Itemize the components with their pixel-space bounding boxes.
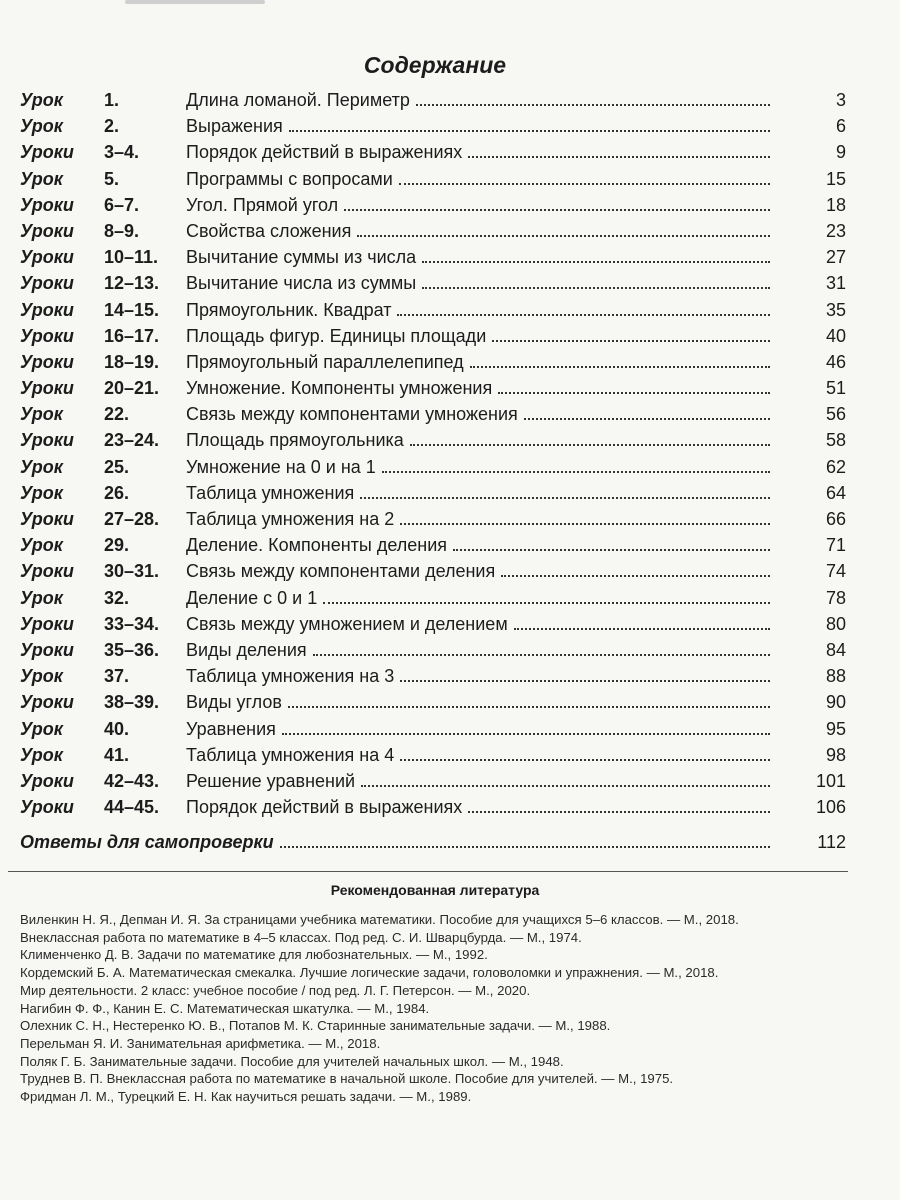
leader-dots [361, 781, 770, 787]
toc-entry [20, 457, 846, 483]
leader-dots [470, 362, 770, 368]
toc-entry-kind: Урок [20, 90, 63, 110]
table-of-contents [20, 90, 846, 823]
toc-entry-kind: Уроки [20, 299, 74, 320]
toc-entry [20, 719, 846, 745]
toc-entry-number: 37. [104, 666, 130, 687]
toc-entry-number: 12–13. [104, 273, 160, 294]
leader-dots [514, 624, 770, 630]
toc-entry-title: Программы с вопросами [186, 168, 393, 189]
toc-entry-title: Виды углов [186, 692, 282, 713]
toc-entry-number: 20–21. [104, 378, 160, 399]
toc-entry-title: Угол. Прямой угол [186, 194, 339, 215]
leader-dots [382, 467, 770, 473]
toc-entry-kind: Уроки [20, 142, 74, 163]
leader-dots [400, 519, 770, 525]
print-smudge [125, 0, 265, 4]
toc-entry-page: 101 [815, 770, 846, 791]
toc-entry-title: Деление. Компоненты деления [186, 535, 447, 556]
toc-entry-title: Прямоугольный параллелепипед [186, 351, 464, 372]
literature-item: Кордемский Б. А. Математическая смекалка. Лучшие логические задачи, головоломки и упражнения. — М., 2018. [20, 965, 719, 981]
toc-entry-page: 46 [825, 351, 846, 372]
toc-entry-page: 66 [825, 509, 846, 529]
toc-entry-kind: Уроки [20, 378, 74, 399]
literature-item: Перельман Я. И. Занимательная арифметика. — М., 2018. [20, 1035, 381, 1051]
toc-entry-number: 8–9. [104, 220, 140, 241]
toc-entry-page: 58 [825, 430, 846, 451]
toc-entry-page: 98 [825, 744, 846, 765]
toc-entry-kind: Урок [20, 482, 63, 503]
toc-entry-title: Выражения [186, 116, 283, 137]
leader-dots [492, 336, 770, 342]
leader-dots [501, 571, 770, 577]
toc-entry-page: 27 [825, 247, 846, 268]
toc-entry [20, 169, 846, 195]
leader-dots [357, 231, 770, 237]
toc-entry [20, 378, 846, 404]
toc-entry-kind: Уроки [20, 247, 74, 268]
toc-entry-kind: Урок [20, 404, 63, 425]
toc-entry [20, 142, 846, 168]
toc-entry-number: 16–17. [104, 325, 160, 346]
leader-dots [416, 100, 770, 106]
toc-entry-title: Таблица умножения на 3 [186, 666, 395, 687]
leader-dots [453, 545, 770, 551]
leader-dots [422, 283, 770, 289]
toc-entry-title: Умножение на 0 и на 1 [186, 456, 376, 477]
toc-entry [20, 273, 846, 299]
toc-entry-page: 31 [825, 273, 846, 294]
toc-entry-title: Площадь прямоугольника [186, 430, 404, 451]
literature-title: Рекомендованная литература [330, 882, 540, 898]
toc-entry-page: 62 [825, 456, 846, 477]
toc-entry-kind: Урок [20, 718, 63, 739]
toc-entry-kind: Урок [20, 744, 63, 765]
toc-entry [20, 326, 846, 352]
toc-entry-page: 80 [825, 613, 846, 634]
toc-entry [20, 116, 846, 142]
toc-entry-title: Порядок действий в выражениях [186, 142, 463, 163]
leader-dots [422, 257, 770, 263]
toc-entry-page: 23 [825, 220, 846, 241]
toc-entry-page: 74 [825, 561, 846, 582]
toc-entry-kind: Урок [20, 456, 63, 477]
leader-dots [399, 179, 770, 185]
toc-entry-page: 88 [825, 666, 846, 687]
toc-entry-kind: Уроки [20, 194, 74, 215]
toc-entry-page: 18 [825, 194, 846, 215]
toc-entry-title: Таблица умножения на 2 [186, 509, 395, 529]
toc-entry-title: Таблица умножения на 4 [186, 744, 395, 765]
toc-entry-number: 10–11. [104, 247, 159, 268]
toc-entry-page: 56 [825, 404, 846, 425]
toc-entry-kind: Уроки [20, 797, 74, 818]
toc-entry-number: 6–7. [104, 194, 140, 215]
toc-entry-title: Длина ломаной. Периметр [186, 90, 410, 110]
literature-item: Фридман Л. М., Турецкий Е. Н. Как научиться решать задачи. — М., 1989. [20, 1089, 472, 1105]
toc-entry [20, 195, 846, 221]
leader-dots [289, 126, 770, 132]
toc-entry-kind: Урок [20, 587, 63, 608]
toc-entry [20, 561, 846, 587]
toc-entry-kind: Уроки [20, 770, 74, 791]
toc-entry-number: 22. [104, 404, 130, 425]
literature-item: Клименченко Д. В. Задачи по математике для любознательных. — М., 1992. [20, 947, 488, 963]
leader-dots [400, 676, 770, 682]
toc-entry-kind: Уроки [20, 692, 74, 713]
toc-entry-number: 35–36. [104, 639, 160, 660]
toc-entry-number: 30–31. [104, 561, 160, 582]
leader-dots [400, 755, 770, 761]
toc-entry-kind: Уроки [20, 273, 74, 294]
toc-entry-page: 64 [825, 482, 846, 503]
toc-entry-kind: Уроки [20, 509, 74, 529]
toc-entry-kind: Уроки [20, 220, 74, 241]
literature-item: Труднев В. П. Внеклассная работа по математике в начальной школе. Пособие для учителей. — М., 1975. [20, 1071, 674, 1087]
toc-entry [20, 300, 846, 326]
toc-entry-kind: Уроки [20, 639, 74, 660]
toc-entry-number: 3–4. [104, 142, 140, 163]
toc-entry-number: 18–19. [104, 351, 160, 372]
toc-entry [20, 221, 846, 247]
toc-entry-page: 78 [825, 587, 846, 608]
toc-entry [20, 90, 846, 116]
toc-entry-number: 40. [104, 718, 130, 739]
leader-dots [280, 842, 770, 848]
toc-entry-title: Вычитание числа из суммы [186, 273, 417, 294]
toc-entry-title: Виды деления [186, 639, 307, 660]
toc-entry-number: 27–28. [104, 509, 160, 529]
toc-entry [20, 352, 846, 378]
toc-entry [20, 588, 846, 614]
literature-item: Олехник С. Н., Нестеренко Ю. В., Потапов М. К. Старинные занимательные задачи. — М., 1988. [20, 1018, 611, 1034]
toc-title: Содержание [363, 52, 507, 78]
toc-entry [20, 666, 846, 692]
toc-entry-number: 38–39. [104, 692, 160, 713]
toc-entry-number: 44–45. [104, 797, 160, 818]
toc-entry-page: 84 [825, 639, 846, 660]
toc-entry-page: 95 [825, 718, 846, 739]
literature-item: Нагибин Ф. Ф., Канин Е. С. Математическая шкатулка. — М., 1984. [20, 1000, 430, 1016]
toc-entry-title: Связь между умножением и делением [186, 613, 508, 634]
toc-entry-title: Решение уравнений [186, 770, 356, 791]
toc-entry-page: 90 [825, 692, 846, 713]
toc-entry [20, 430, 846, 456]
literature-item: Поляк Г. Б. Занимательные задачи. Пособие для учителей начальных школ. — М., 1948. [20, 1053, 564, 1069]
toc-answers-page: 112 [817, 832, 846, 852]
leader-dots [323, 598, 770, 604]
toc-entry-number: 14–15. [104, 299, 160, 320]
leader-dots [313, 650, 770, 656]
literature-item: Мир деятельности. 2 класс: учебное пособие / под ред. Л. Г. Петерсон. — М., 2020. [20, 982, 531, 998]
toc-entry-page: 3 [835, 90, 846, 110]
toc-entry-page: 15 [825, 168, 846, 189]
toc-entry-page: 35 [825, 299, 846, 320]
toc-entry-title: Порядок действий в выражениях [186, 797, 463, 818]
leader-dots [282, 729, 770, 735]
leader-dots [468, 152, 770, 158]
leader-dots [524, 414, 770, 420]
toc-entry-kind: Уроки [20, 613, 74, 634]
toc-entry-title: Площадь фигур. Единицы площади [186, 325, 487, 346]
toc-entry [20, 404, 846, 430]
toc-entry-kind: Урок [20, 116, 63, 137]
toc-answers-row [20, 832, 846, 853]
toc-entry [20, 640, 846, 666]
toc-entry [20, 692, 846, 718]
leader-dots [397, 310, 770, 316]
toc-entry-kind: Уроки [20, 561, 74, 582]
leader-dots [360, 493, 770, 499]
toc-entry-title: Умножение. Компоненты умножения [186, 378, 493, 399]
literature-list [20, 911, 850, 1106]
toc-entry [20, 483, 846, 509]
leader-dots [344, 205, 770, 211]
toc-entry-title: Деление с 0 и 1 [186, 587, 318, 608]
leader-dots [468, 807, 770, 813]
toc-entry [20, 745, 846, 771]
toc-entry-page: 6 [835, 116, 846, 137]
toc-entry-page: 40 [825, 325, 846, 346]
toc-entry [20, 247, 846, 273]
literature-item: Виленкин Н. Я., Депман И. Я. За страницами учебника математики. Пособие для учащихся 5–6 классов. — М., 2018. [20, 912, 739, 927]
toc-entry [20, 797, 846, 823]
toc-entry [20, 535, 846, 561]
toc-entry-page: 71 [825, 535, 846, 556]
toc-answers-label: Ответы для самопроверки [20, 832, 274, 852]
literature-item: Внеклассная работа по математике в 4–5 классах. Под ред. С. И. Шварцбурда. — М., 1974. [20, 929, 582, 945]
toc-entry-number: 33–34. [104, 613, 160, 634]
toc-entry-title: Прямоугольник. Квадрат [186, 299, 392, 320]
leader-dots [288, 702, 770, 708]
toc-entry [20, 614, 846, 640]
toc-entry-number: 42–43. [104, 770, 160, 791]
toc-entry [20, 771, 846, 797]
toc-entry-number: 1. [104, 90, 120, 110]
toc-entry-page: 106 [815, 797, 846, 818]
toc-entry-title: Таблица умножения [186, 482, 355, 503]
leader-dots [498, 388, 770, 394]
toc-entry-number: 23–24. [104, 430, 160, 451]
toc-entry-number: 2. [104, 116, 120, 137]
section-divider [8, 871, 848, 872]
toc-entry-kind: Уроки [20, 325, 74, 346]
toc-entry-title: Связь между компонентами умножения [186, 404, 518, 425]
toc-entry-number: 29. [104, 535, 130, 556]
toc-entry-kind: Уроки [20, 430, 74, 451]
leader-dots [410, 440, 770, 446]
toc-entry-number: 26. [104, 482, 130, 503]
toc-entry-page: 51 [825, 378, 846, 399]
toc-entry-number: 5. [104, 168, 120, 189]
toc-entry-number: 32. [104, 587, 130, 608]
toc-entry-title: Уравнения [186, 718, 276, 739]
toc-entry-number: 25. [104, 456, 130, 477]
toc-entry-kind: Урок [20, 666, 63, 687]
toc-entry-number: 41. [104, 744, 130, 765]
toc-entry [20, 509, 846, 535]
toc-entry-kind: Уроки [20, 351, 74, 372]
toc-entry-title: Вычитание суммы из числа [186, 247, 417, 268]
toc-entry-kind: Урок [20, 168, 63, 189]
toc-entry-kind: Урок [20, 535, 63, 556]
toc-entry-title: Свойства сложения [186, 220, 352, 241]
toc-entry-title: Связь между компонентами деления [186, 561, 496, 582]
toc-entry-page: 9 [835, 142, 846, 163]
